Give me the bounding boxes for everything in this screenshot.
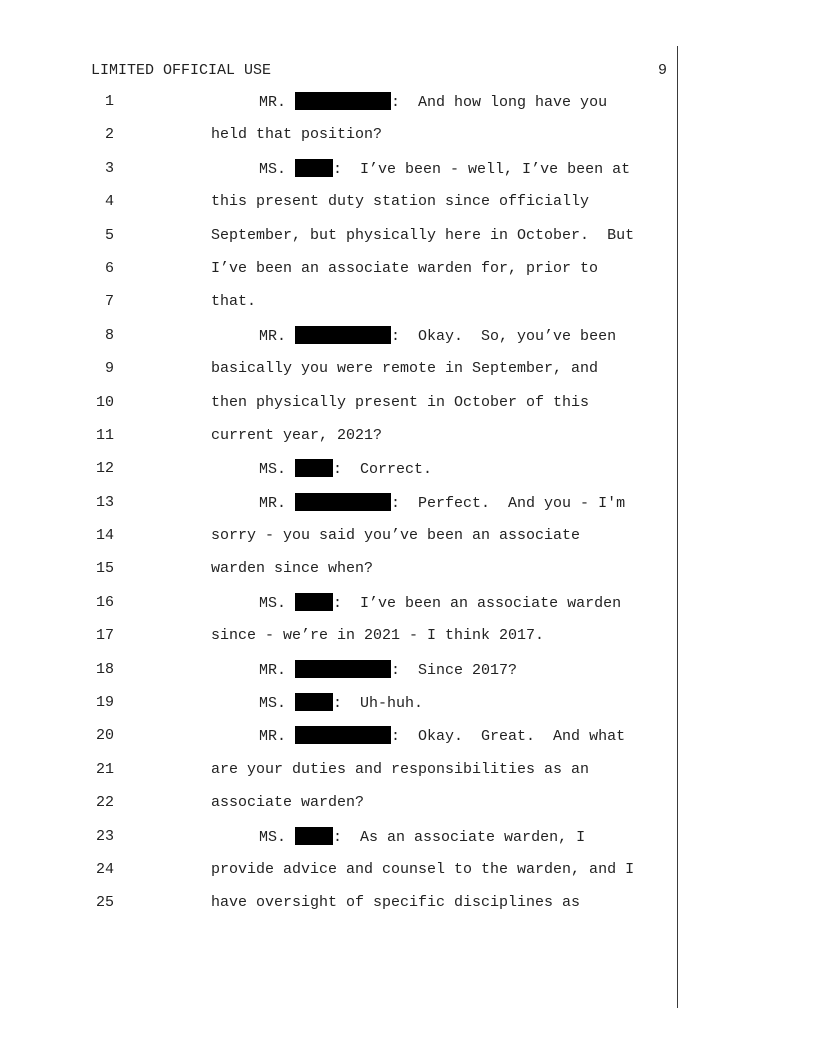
continuation-line: warden since when? (211, 560, 374, 578)
speaker-line (259, 493, 625, 514)
transcript-line (0, 226, 816, 259)
speaker-line (259, 159, 630, 180)
speaker-line (259, 326, 616, 347)
line-text: : Correct. (333, 461, 433, 479)
line-text: : Since 2017? (391, 661, 518, 679)
continuation-line: sorry - you said you’ve been an associate (211, 527, 581, 545)
line-number: 2 (104, 126, 114, 144)
transcript-line (0, 393, 816, 426)
speaker-title: MR. (259, 94, 287, 111)
transcript-line (0, 292, 816, 325)
line-number: 16 (95, 593, 114, 611)
transcript-line (0, 693, 816, 726)
redaction-bar (295, 159, 333, 177)
speaker-title: MS. (259, 594, 287, 612)
redaction-bar (295, 693, 333, 711)
transcript-line (0, 660, 816, 693)
transcript-line (0, 793, 816, 826)
line-text: : Uh-huh. (333, 695, 424, 713)
line-number: 24 (95, 860, 114, 878)
line-number: 13 (95, 493, 114, 511)
continuation-line: current year, 2021? (211, 426, 383, 444)
transcript-body (0, 92, 816, 927)
line-number: 14 (95, 527, 114, 545)
line-text: : Perfect. And you - I'm (391, 494, 626, 512)
line-number: 19 (95, 694, 114, 712)
transcript-line (0, 125, 816, 158)
continuation-line: basically you were remote in September, and (211, 360, 599, 378)
speaker-title: MR. (259, 728, 287, 746)
redaction-bar (295, 827, 333, 845)
transcript-line (0, 259, 816, 292)
transcript-line (0, 192, 816, 225)
continuation-line: September, but physically here in October. But (211, 226, 635, 244)
line-number: 25 (95, 894, 114, 912)
line-number: 22 (95, 794, 114, 812)
speaker-title: MR. (259, 661, 287, 679)
line-number: 21 (95, 760, 114, 778)
redaction-bar (295, 493, 391, 511)
line-number: 18 (95, 660, 114, 678)
redaction-bar (295, 92, 391, 110)
speaker-line (259, 92, 607, 113)
speaker-line (259, 726, 625, 747)
redaction-bar (295, 593, 333, 611)
line-number: 12 (95, 460, 114, 478)
line-number: 6 (104, 259, 114, 277)
line-number: 7 (104, 293, 114, 311)
transcript-line (0, 359, 816, 392)
line-number: 15 (95, 560, 114, 578)
line-number: 9 (104, 360, 114, 378)
transcript-line (0, 827, 816, 860)
transcript-line (0, 593, 816, 626)
transcript-line (0, 92, 816, 125)
transcript-line (0, 459, 816, 492)
continuation-line: I’ve been an associate warden for, prior to (211, 259, 599, 277)
speaker-title: MS. (259, 695, 287, 713)
transcript-line (0, 760, 816, 793)
transcript-line (0, 493, 816, 526)
line-number: 11 (95, 426, 114, 444)
transcript-line (0, 626, 816, 659)
line-number: 3 (104, 159, 114, 177)
line-number: 20 (95, 727, 114, 745)
speaker-line (259, 693, 423, 714)
line-text: : As an associate warden, I (333, 828, 586, 846)
line-text: : I’ve been - well, I’ve been at (333, 160, 631, 178)
transcript-line (0, 726, 816, 759)
continuation-line: since - we’re in 2021 - I think 2017. (211, 627, 545, 645)
classification-header: LIMITED OFFICIAL USE (91, 62, 272, 79)
line-number: 1 (104, 93, 114, 110)
speaker-title: MS. (259, 828, 287, 846)
redaction-bar (295, 660, 391, 678)
transcript-line (0, 326, 816, 359)
transcript-line (0, 526, 816, 559)
line-number: 8 (104, 326, 114, 344)
speaker-title: MS. (259, 461, 287, 479)
redaction-bar (295, 326, 391, 344)
continuation-line: provide advice and counsel to the warden, and I (211, 860, 635, 878)
line-text: : Okay. Great. And what (391, 728, 626, 746)
transcript-line (0, 559, 816, 592)
line-text: : And how long have you (391, 94, 608, 111)
speaker-title: MS. (259, 160, 287, 178)
line-text: : Okay. So, you’ve been (391, 327, 617, 345)
speaker-line (259, 459, 432, 480)
redaction-bar (295, 459, 333, 477)
line-number: 17 (95, 627, 114, 645)
speaker-line (259, 827, 585, 848)
speaker-line (259, 660, 517, 681)
continuation-line: then physically present in October of this (211, 393, 590, 411)
continuation-line: associate warden? (211, 794, 365, 812)
continuation-line: have oversight of specific disciplines as (211, 894, 581, 912)
speaker-line (259, 593, 621, 614)
page-number: 9 (658, 62, 668, 79)
transcript-line (0, 159, 816, 192)
continuation-line: that. (211, 293, 257, 311)
transcript-line (0, 860, 816, 893)
speaker-title: MR. (259, 494, 287, 512)
line-number: 23 (95, 827, 114, 845)
continuation-line: are your duties and responsibilities as an (211, 760, 590, 778)
transcript-line (0, 426, 816, 459)
line-number: 5 (104, 226, 114, 244)
line-number: 10 (95, 393, 114, 411)
continuation-line: this present duty station since officially (211, 193, 590, 211)
line-text: : I’ve been an associate warden (333, 594, 622, 612)
continuation-line: held that position? (211, 126, 383, 144)
speaker-title: MR. (259, 327, 287, 345)
line-number: 4 (104, 193, 114, 211)
redaction-bar (295, 726, 391, 744)
transcript-line (0, 893, 816, 926)
